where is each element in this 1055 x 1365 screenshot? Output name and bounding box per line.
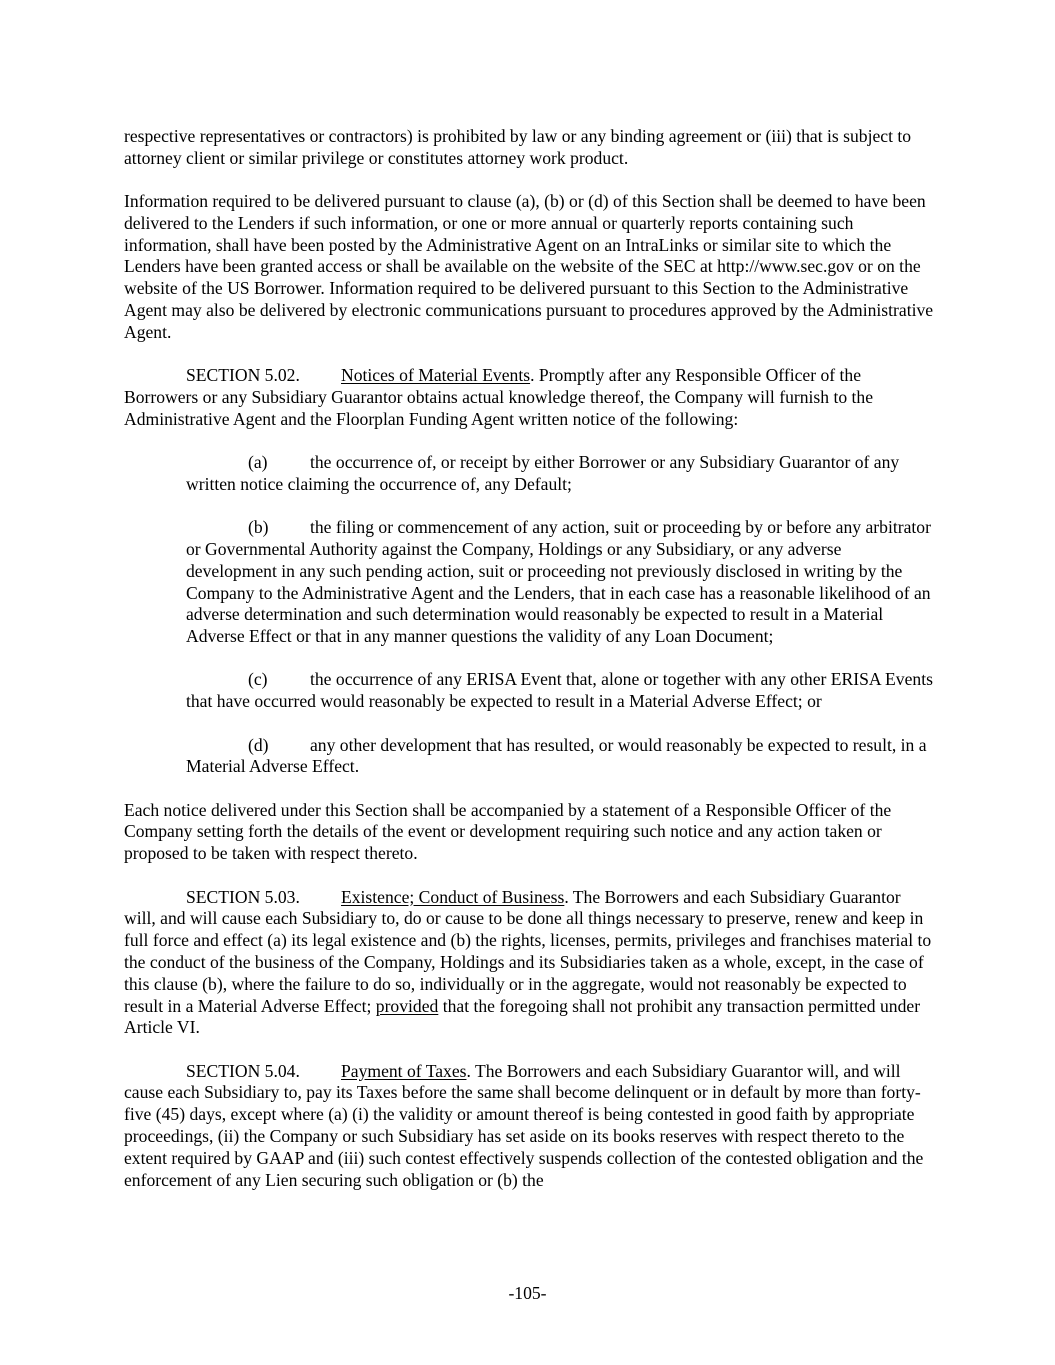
document-page xyxy=(124,126,936,1191)
section-number: SECTION 5.04. xyxy=(186,1060,300,1081)
section-5-02 xyxy=(124,365,936,430)
clause-b xyxy=(186,517,936,648)
clause-label: (b) xyxy=(248,517,269,538)
clause-text: the occurrence of, or receipt by either Borrower or any Subsidiary Guarantor of any written notice claiming the occurrence of, any Default; xyxy=(186,452,900,494)
clause-a xyxy=(186,452,936,496)
proviso-term: provided xyxy=(375,995,439,1016)
page-number: -105- xyxy=(508,1283,547,1303)
section-text: . The Borrowers and each Subsidiary Guarantor will, and will cause each Subsidiary to, do or cause to be done all things necessary to preserve, renew and keep in full force and effect (a) its legal existence and (b) the rights, licenses, permits, privileges and franchises material to the conduct of the business of the Company, Holdings and its Subsidiaries taken as a whole, except, in the case of this clause (b), where the failure to do so, individually or in the aggregate, would not reasonably be expected to result in a Material Adverse Effect; xyxy=(124,886,932,1016)
clause-label: (d) xyxy=(248,734,269,755)
paragraph-information-delivery: Information required to be delivered pursuant to clause (a), (b) or (d) of this Section shall be deemed to have been delivered to the Lenders if such information, or one or more annual or quarterly reports containing such information, shall have been posted by the Administrative Agent on an IntraLinks or similar site to which the Lenders have been granted access or shall be available on the website of the SEC at http://www.sec.gov or on the website of the US Borrower. Information required to be delivered pursuant to this Section to the Administrative Agent may also be delivered by electronic communications pursuant to procedures approved by the Administrative Agent. xyxy=(124,191,934,342)
paragraph-each-notice: Each notice delivered under this Section shall be accompanied by a statement of a Responsible Officer of the Company setting forth the details of the event or development requiring such notice and any action taken or proposed to be taken with respect thereto. xyxy=(124,799,892,864)
section-text: . The Borrowers and each Subsidiary Guarantor will, and will cause each Subsidiary to, pay its Taxes before the same shall become delinquent or in default by more than forty-five (45) days, except where (a) (i) the validity or amount thereof is being contested in good faith by appropriate proceedings, (ii) the Company or such Subsidiary has set aside on its books reserves with respect thereto to the extent required by GAAP and (iii) such contest effectively suspends collection of the contested obligation and the enforcement of any Lien securing such obligation or (b) the xyxy=(124,1060,924,1190)
section-text: . Promptly after any Responsible Officer of the Borrowers or any Subsidiary Guarantor obtains actual knowledge thereof, the Company will furnish to the Administrative Agent and the Floorplan Funding Agent written notice of the following: xyxy=(124,365,874,429)
clause-label: (c) xyxy=(248,669,268,690)
clause-label: (a) xyxy=(248,452,268,473)
section-title: Notices of Material Events xyxy=(341,365,531,386)
section-5-04 xyxy=(124,1061,936,1192)
clause-d xyxy=(186,735,936,779)
clause-text: the occurrence of any ERISA Event that, alone or together with any other ERISA Events that have occurred would reasonably be expected to result in a Material Adverse Effect; or xyxy=(186,669,933,712)
clause-text: any other development that has resulted, or would reasonably be expected to result, in a Material Adverse Effect. xyxy=(186,734,927,777)
section-title: Existence; Conduct of Business xyxy=(341,886,565,907)
section-number: SECTION 5.03. xyxy=(186,886,300,907)
clause-c xyxy=(186,669,936,713)
section-title: Payment of Taxes xyxy=(341,1060,467,1081)
section-number: SECTION 5.02. xyxy=(186,365,300,386)
section-5-03 xyxy=(124,887,936,1040)
clause-text: the filing or commencement of any action, suit or proceeding by or before any arbitrator or Governmental Authority against the Company, Holdings or any Subsidiary, or any adverse development in any such pending action, suit or proceeding not previously disclosed in writing by the Company to the Administrative Agent and the Lenders, that in each case has a reasonable likelihood of an adverse determination and such determination would reasonably be expected to result in a Material Adverse Effect or that in any manner questions the validity of any Loan Document; xyxy=(186,517,931,647)
paragraph-continuation: respective representatives or contractors) is prohibited by law or any binding agreement or (iii) that is subject to attorney client or similar privilege or constitutes attorney work product. xyxy=(124,126,912,168)
proviso-text: that the foregoing shall not prohibit any transaction permitted under Article VI. xyxy=(124,995,921,1038)
